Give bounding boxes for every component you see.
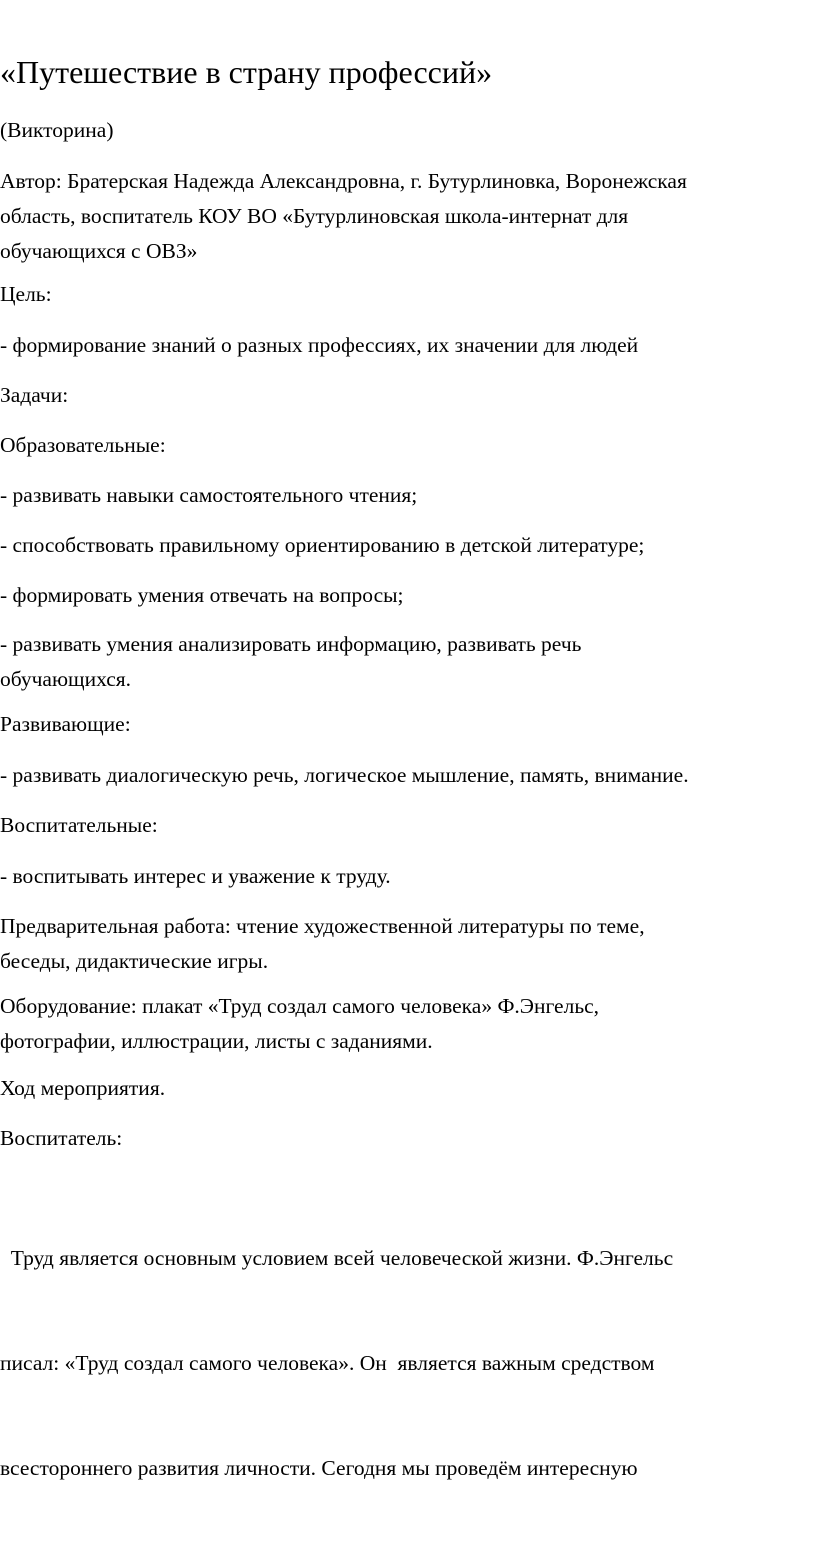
speech-paragraph bbox=[0, 1171, 800, 1556]
author-line: область, воспитатель КОУ ВО «Бутурлиновская школа-интернат для bbox=[0, 204, 629, 228]
speech-line: Труд является основным условием всей человеческой жизни. Ф.Энгельс bbox=[0, 1246, 674, 1270]
teacher-label: Воспитатель: bbox=[0, 1126, 123, 1150]
equipment-paragraph bbox=[0, 989, 800, 1059]
goal-heading: Цель: bbox=[0, 282, 52, 306]
equipment-line: фотографии, иллюстрации, листы с заданиями. bbox=[0, 1029, 433, 1053]
tasks-heading: Задачи: bbox=[0, 383, 69, 407]
educational-heading: Образовательные: bbox=[0, 433, 166, 457]
preliminary-paragraph bbox=[0, 909, 800, 979]
educational-line: обучающихся. bbox=[0, 667, 132, 691]
educational-line: - развивать умения анализировать информацию, развивать речь bbox=[0, 632, 582, 656]
subtitle: (Викторина) bbox=[0, 118, 114, 142]
upbringing-heading: Воспитательные: bbox=[0, 813, 158, 837]
goal-item: - формирование знаний о разных профессиях, их значении для людей bbox=[0, 333, 639, 357]
developing-heading: Развивающие: bbox=[0, 712, 131, 736]
document-title: «Путешествие в страну профессий» bbox=[0, 54, 493, 90]
equipment-line: Оборудование: плакат «Труд создал самого человека» Ф.Энгельс, bbox=[0, 994, 600, 1018]
preliminary-line: беседы, дидактические игры. bbox=[0, 949, 269, 973]
educational-item: - развивать навыки самостоятельного чтения; bbox=[0, 483, 418, 507]
educational-item: - способствовать правильному ориентированию в детской литературе; bbox=[0, 533, 645, 557]
speech-line: писал: «Труд создал самого человека». Он является важным средством bbox=[0, 1351, 655, 1375]
preliminary-line: Предварительная работа: чтение художественной литературы по теме, bbox=[0, 914, 645, 938]
author-line: обучающихся с ОВЗ» bbox=[0, 239, 198, 263]
speech-line: всестороннего развития личности. Сегодня мы проведём интересную bbox=[0, 1456, 638, 1480]
author-line: Автор: Братерская Надежда Александровна, г. Бутурлиновка, Воронежская bbox=[0, 169, 687, 193]
educational-item: - формировать умения отвечать на вопросы; bbox=[0, 583, 404, 607]
upbringing-item: - воспитывать интерес и уважение к труду. bbox=[0, 864, 391, 888]
developing-item: - развивать диалогическую речь, логическое мышление, память, внимание. bbox=[0, 763, 689, 787]
educational-item-multiline bbox=[0, 627, 800, 697]
author-paragraph bbox=[0, 164, 800, 269]
course-heading: Ход мероприятия. bbox=[0, 1076, 166, 1100]
